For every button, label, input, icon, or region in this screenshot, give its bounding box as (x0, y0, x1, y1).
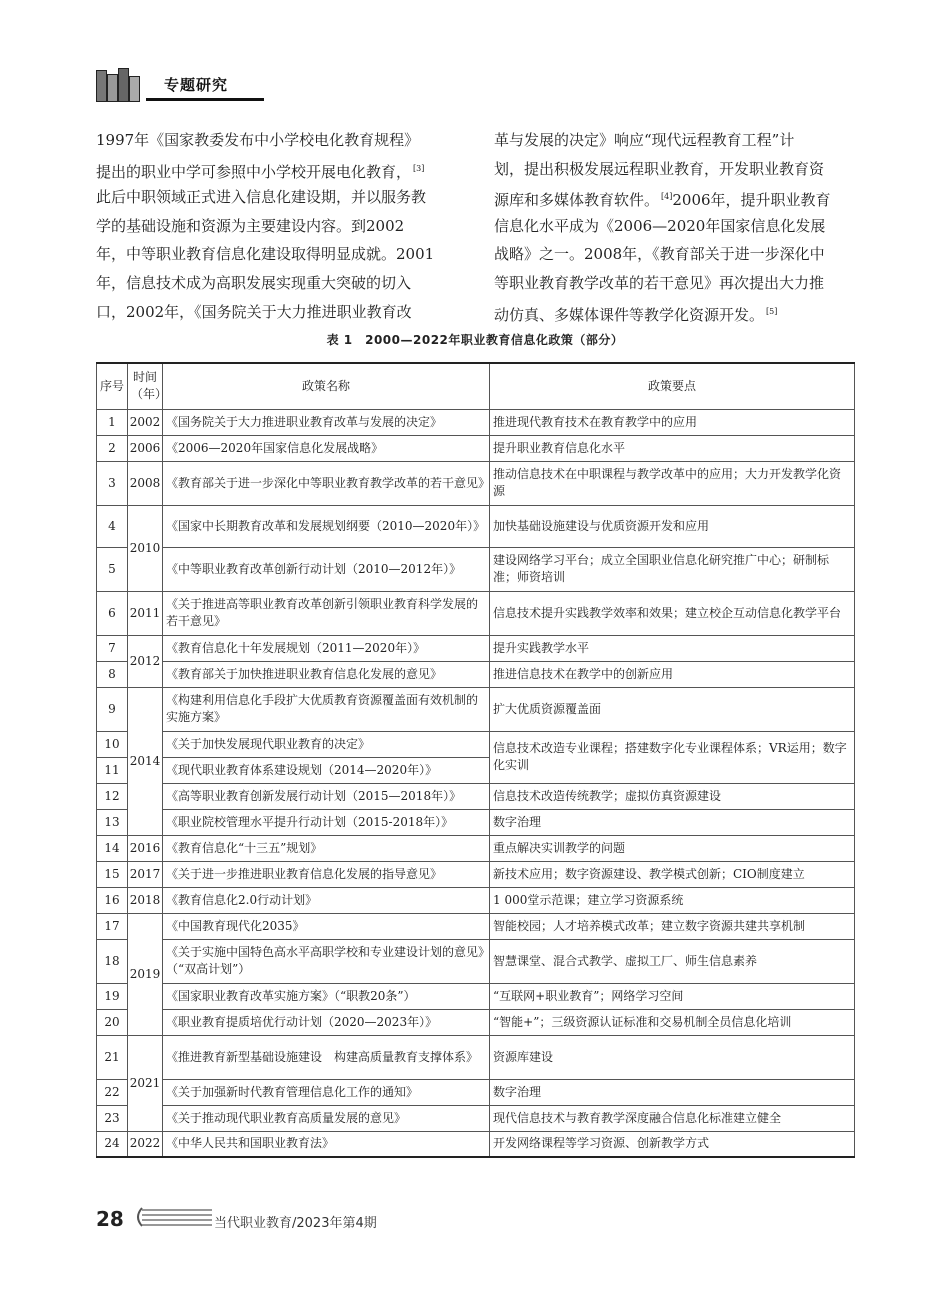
row-year: 2016 (128, 835, 163, 861)
row-index: 10 (97, 731, 128, 757)
row-policy-name: 《推进教育新型基础设施建设 构建高质量教育支撑体系》 (163, 1035, 490, 1079)
table-row (97, 1079, 855, 1105)
table-row (97, 409, 855, 435)
row-index: 5 (97, 547, 128, 591)
row-policy-points: 扩大优质资源覆盖面 (490, 687, 855, 731)
header-index: 序号 (97, 363, 128, 409)
books-icon (96, 68, 156, 102)
row-policy-name: 《教育部关于进一步深化中等职业教育教学改革的若干意见》 (163, 461, 490, 505)
header-policy-name: 政策名称 (163, 363, 490, 409)
text-line: 动仿真、多媒体课件等教学化资源开发。 [5] (494, 305, 778, 324)
row-policy-points: 推动信息技术在中职课程与教学改革中的应用；大力开发教学化资源 (490, 461, 855, 505)
table-row (97, 547, 855, 591)
table-row (97, 505, 855, 547)
row-policy-name: 《关于进一步推进职业教育信息化发展的指导意见》 (163, 861, 490, 887)
section-title: 专题研究 (164, 76, 229, 94)
row-index: 20 (97, 1009, 128, 1035)
table-row (97, 435, 855, 461)
row-policy-name: 《国务院关于大力推进职业教育改革与发展的决定》 (163, 409, 490, 435)
table-row (97, 1009, 855, 1035)
row-index: 14 (97, 835, 128, 861)
row-index: 22 (97, 1079, 128, 1105)
table-row (97, 1105, 855, 1131)
row-policy-name: 《高等职业教育创新发展行动计划（2015—2018年）》 (163, 783, 490, 809)
row-year: 2012 (128, 635, 163, 687)
journal-issue: 当代职业教育/2023年第4期 (214, 1216, 377, 1231)
row-policy-name: 《2006—2020年国家信息化发展战略》 (163, 435, 490, 461)
row-policy-name: 《关于加快发展现代职业教育的决定》 (163, 731, 490, 757)
row-year: 2002 (128, 409, 163, 435)
row-index: 7 (97, 635, 128, 661)
header-policy-points: 政策要点 (490, 363, 855, 409)
row-policy-points: 数字治理 (490, 1079, 855, 1105)
row-index: 21 (97, 1035, 128, 1079)
table-row (97, 983, 855, 1009)
row-index: 19 (97, 983, 128, 1009)
row-year: 2018 (128, 887, 163, 913)
row-policy-name: 《关于推动现代职业教育高质量发展的意见》 (163, 1105, 490, 1131)
row-index: 2 (97, 435, 128, 461)
table-row (97, 661, 855, 687)
row-index: 9 (97, 687, 128, 731)
row-year: 2021 (128, 1035, 163, 1131)
row-policy-points: 新技术应用；数字资源建设、教学模式创新；CIO制度建立 (490, 861, 855, 887)
right-column (494, 126, 858, 326)
table-caption: 表 1 2000—2022年职业教育信息化政策（部分） (326, 333, 624, 347)
row-policy-points: 推进现代教育技术在教育教学中的应用 (490, 409, 855, 435)
row-policy-name: 《教育信息化“十三五”规划》 (163, 835, 490, 861)
row-policy-points: 现代信息技术与教育教学深度融合信息化标准建立健全 (490, 1105, 855, 1131)
row-policy-points: 信息技术提升实践教学效率和效果；建立校企互动信息化教学平台 (490, 591, 855, 635)
row-index: 23 (97, 1105, 128, 1131)
table-row (97, 635, 855, 661)
header-rule (146, 98, 264, 101)
row-policy-points: 提升实践教学水平 (490, 635, 855, 661)
text-line: 此后中职领域正式进入信息化建设期，并以服务教 (96, 188, 427, 207)
table-row (97, 887, 855, 913)
row-index: 18 (97, 939, 128, 983)
row-policy-name: 《教育部关于加快推进职业教育信息化发展的意见》 (163, 661, 490, 687)
left-column (96, 126, 460, 326)
row-policy-name: 《中等职业教育改革创新行动计划（2010—2012年）》 (163, 547, 490, 591)
row-year: 2019 (128, 913, 163, 1035)
row-policy-name: 《现代职业教育体系建设规划（2014—2020年）》 (163, 757, 490, 783)
row-year: 2017 (128, 861, 163, 887)
row-index: 12 (97, 783, 128, 809)
row-index: 16 (97, 887, 128, 913)
text-line: 年，信息技术成为高职发展实现重大突破的切入 (96, 273, 412, 292)
row-policy-points: 数字治理 (490, 809, 855, 835)
row-policy-points: 信息技术改造传统教学；虚拟仿真资源建设 (490, 783, 855, 809)
row-policy-name: 《教育信息化2.0行动计划》 (163, 887, 490, 913)
table-row (97, 783, 855, 809)
row-policy-points: 开发网络课程等学习资源、创新教学方式 (490, 1131, 855, 1157)
table-row (97, 591, 855, 635)
table-row (97, 809, 855, 835)
table-row (97, 731, 855, 757)
citation-ref: [5] (766, 306, 778, 316)
row-policy-name: 《关于实施中国特色高水平高职学校和专业建设计划的意见》（“双高计划”） (163, 939, 490, 983)
row-policy-points: 建设网络学习平台；成立全国职业信息化研究推广中心；研制标准；师资培训 (490, 547, 855, 591)
row-index: 24 (97, 1131, 128, 1157)
text-line: 年，中等职业教育信息化建设取得明显成就。2001 (96, 245, 435, 264)
text-line: 学的基础设施和资源为主要建设内容。到2002 (96, 216, 405, 235)
text-line: 口，2002年，《国务院关于大力推进职业教育改 (96, 302, 412, 321)
row-policy-name: 《教育信息化十年发展规划（2011—2020年）》 (163, 635, 490, 661)
row-index: 4 (97, 505, 128, 547)
row-policy-name: 《职业教育提质培优行动计划（2020—2023年）》 (163, 1009, 490, 1035)
row-policy-name: 《中国教育现代化2035》 (163, 913, 490, 939)
row-index: 13 (97, 809, 128, 835)
row-policy-points: 资源库建设 (490, 1035, 855, 1079)
footer-ornament-icon (134, 1202, 214, 1232)
header-year: 时间（年） (128, 363, 163, 409)
row-policy-points: 推进信息技术在教学中的创新应用 (490, 661, 855, 687)
row-policy-points: 重点解决实训教学的问题 (490, 835, 855, 861)
text-line: 等职业教育教学改革的若干意见》再次提出大力推 (494, 273, 825, 292)
text-line: 提出的职业中学可参照中小学校开展电化教育， [3] (96, 162, 425, 181)
row-policy-points: 信息技术改造专业课程；搭建数字化专业课程体系；VR运用；数字化实训 (490, 731, 855, 783)
row-policy-name: 《关于推进高等职业教育改革创新引领职业教育科学发展的若干意见》 (163, 591, 490, 635)
text-line: 战略》之一。2008年，《教育部关于进一步深化中 (494, 245, 825, 264)
row-year: 2022 (128, 1131, 163, 1157)
row-policy-name: 《国家中长期教育改革和发展规划纲要（2010—2020年）》 (163, 505, 490, 547)
row-index: 3 (97, 461, 128, 505)
row-policy-name: 《国家职业教育改革实施方案》（“职教20条”） (163, 983, 490, 1009)
policy-table (96, 362, 855, 1158)
row-year: 2014 (128, 687, 163, 835)
row-index: 8 (97, 661, 128, 687)
row-index: 11 (97, 757, 128, 783)
row-year: 2011 (128, 591, 163, 635)
text-line: 划，提出积极发展远程职业教育，开发职业教育资 (494, 159, 825, 178)
row-policy-points: 智能校园；人才培养模式改革；建立数字资源共建共享机制 (490, 913, 855, 939)
row-policy-name: 《职业院校管理水平提升行动计划（2015-2018年）》 (163, 809, 490, 835)
citation-ref: [4] (661, 192, 673, 202)
table-row (97, 861, 855, 887)
table-row (97, 939, 855, 983)
row-index: 6 (97, 591, 128, 635)
row-policy-points: 1 000堂示范课；建立学习资源系统 (490, 887, 855, 913)
row-year: 2008 (128, 461, 163, 505)
row-policy-points: “互联网+职业教育”；网络学习空间 (490, 983, 855, 1009)
row-policy-name: 《中华人民共和国职业教育法》 (163, 1131, 490, 1157)
row-policy-points: “智能+”；三级资源认证标准和交易机制全员信息化培训 (490, 1009, 855, 1035)
text-line: 源库和多媒体教育软件。 [4]2006年，提升职业教育 (494, 191, 831, 210)
row-policy-points: 提升职业教育信息化水平 (490, 435, 855, 461)
text-line: 革与发展的决定》响应“现代远程教育工程”计 (494, 131, 795, 149)
table-row (97, 461, 855, 505)
table-row (97, 913, 855, 939)
row-policy-name: 《关于加强新时代教育管理信息化工作的通知》 (163, 1079, 490, 1105)
row-year: 2006 (128, 435, 163, 461)
text-line: 信息化水平成为《2006—2020年国家信息化发展 (494, 216, 826, 235)
table-row (97, 835, 855, 861)
table-row (97, 687, 855, 731)
citation-ref: [3] (413, 163, 425, 173)
text-line: 1997年《国家教委发布中小学校电化教育规程》 (96, 131, 420, 149)
row-year: 2010 (128, 505, 163, 591)
table-row (97, 1035, 855, 1079)
row-policy-points: 加快基础设施建设与优质资源开发和应用 (490, 505, 855, 547)
section-header (96, 64, 264, 104)
page-number: 28 (96, 1207, 124, 1231)
row-index: 1 (97, 409, 128, 435)
table-row (97, 1131, 855, 1157)
row-policy-points: 智慧课堂、混合式教学、虚拟工厂、师生信息素养 (490, 939, 855, 983)
row-index: 15 (97, 861, 128, 887)
row-policy-name: 《构建利用信息化手段扩大优质教育资源覆盖面有效机制的实施方案》 (163, 687, 490, 731)
row-index: 17 (97, 913, 128, 939)
